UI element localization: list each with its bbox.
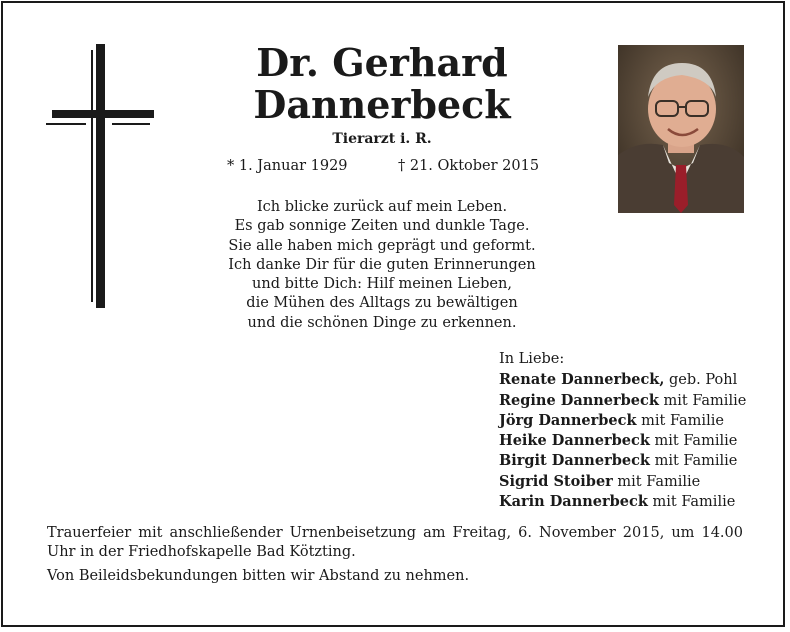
mourner-row: [499, 411, 746, 431]
mourner-row: [499, 492, 746, 512]
poem: [200, 198, 564, 333]
mourner-suffix: mit Familie: [658, 392, 747, 409]
mourner-name: Heike Dannerbeck: [499, 432, 650, 450]
funeral-details: Trauerfeier mit anschließender Urnenbeisetzung am Freitag, 6. November 2015, um 14.00 Uhr in der Friedhofskapelle Bad Kötzting.: [47, 525, 743, 561]
mourner-name: Regine Dannerbeck: [499, 391, 659, 409]
mourner-name: Renate Dannerbeck,: [499, 371, 665, 389]
mourner-name: Karin Dannerbeck: [499, 493, 648, 511]
mourner-suffix: mit Familie: [612, 473, 701, 490]
poem-line: die Mühen des Alltags zu bewältigen: [246, 295, 518, 312]
mourner-row: [499, 391, 746, 411]
mourner-name: Jörg Dannerbeck: [499, 411, 637, 429]
deceased-name-first: Dr. Gerhard: [256, 40, 508, 85]
mourner-suffix: mit Familie: [647, 494, 736, 511]
mourner-suffix: mit Familie: [636, 412, 724, 429]
mourner-name: Sigrid Stoiber: [499, 472, 613, 490]
mourner-name: Birgit Dannerbeck: [499, 452, 650, 470]
poem-line: Ich danke Dir für die guten Erinnerungen: [228, 256, 536, 273]
mourner-row: [499, 472, 746, 492]
mourners-list: [499, 350, 746, 512]
mourner-row: [499, 451, 746, 471]
birth-date: * 1. Januar 1929: [227, 158, 348, 174]
mourner-row: [499, 431, 746, 451]
poem-line: Sie alle haben mich geprägt und geformt.: [228, 237, 536, 254]
mourners-intro: In Liebe:: [499, 351, 565, 367]
condolence-note: Von Beileidsbekundungen bitten wir Abstand zu nehmen.: [47, 568, 470, 584]
poem-line: Ich blicke zurück auf mein Leben.: [256, 199, 508, 215]
mourner-suffix: mit Familie: [649, 453, 738, 470]
poem-line: und bitte Dich: Hilf meinen Lieben,: [252, 276, 512, 293]
death-date: † 21. Oktober 2015: [398, 158, 540, 174]
cross-icon: [44, 44, 156, 308]
portrait-photo: [618, 45, 744, 213]
portrait-image: [618, 45, 744, 213]
mourner-suffix: geb. Pohl: [664, 372, 738, 389]
poem-line: und die schönen Dinge zu erkennen.: [247, 314, 517, 331]
deceased-name-last: Dannerbeck: [253, 82, 511, 127]
mourner-row: [499, 370, 746, 390]
mourner-suffix: mit Familie: [649, 433, 738, 450]
deceased-title: Tierarzt i. R.: [332, 131, 432, 147]
poem-line: Es gab sonnige Zeiten und dunkle Tage.: [234, 218, 530, 235]
